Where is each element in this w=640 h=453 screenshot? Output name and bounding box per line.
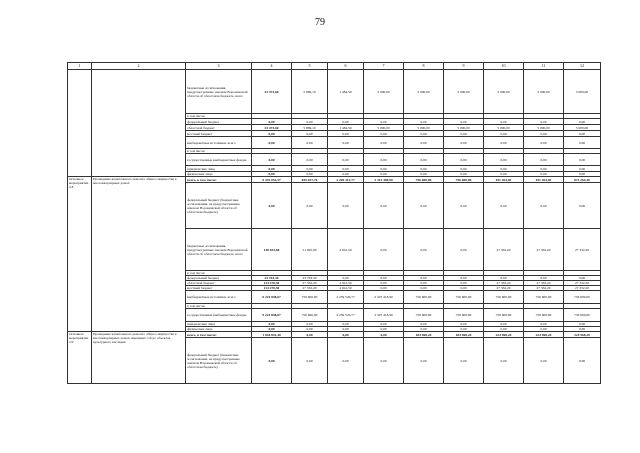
value-cell: 0,00 bbox=[484, 154, 524, 166]
value-cell: 5 000,00 bbox=[444, 70, 484, 114]
value-cell: 2 259 529,77 bbox=[328, 309, 364, 322]
column-header: 5 bbox=[292, 63, 328, 70]
source-label: федеральный бюджет (бюджетные ассигнования, не предусмотренные законом Воронежской области об областном бюджете) bbox=[186, 183, 252, 229]
value-cell: 1 484,50 bbox=[328, 125, 364, 131]
column-header: 11 bbox=[524, 63, 564, 70]
value-cell: 0,00 bbox=[364, 154, 404, 166]
value-cell: 9 224 848,67 bbox=[252, 309, 292, 322]
value-cell: 0,00 bbox=[404, 119, 444, 125]
value-cell: 2 269 412,77 bbox=[328, 177, 364, 183]
value-cell: 0,00 bbox=[252, 172, 292, 177]
column-header: 3 bbox=[186, 63, 252, 70]
value-cell: 138 033,60 bbox=[252, 229, 292, 271]
column-header: 8 bbox=[404, 63, 444, 70]
value-cell: 0,00 bbox=[484, 119, 524, 125]
measure-title: Проведение капитального ремонта общего имущества в многоквартирных домах bbox=[92, 177, 186, 332]
value-cell: 0,00 bbox=[484, 327, 524, 332]
source-label: местный бюджет bbox=[186, 131, 252, 137]
value-cell: 835 027,70 bbox=[292, 177, 328, 183]
value-cell: 27 332,20 bbox=[484, 281, 524, 286]
value-cell: 756 600,00 bbox=[404, 309, 444, 322]
value-cell: 5 000,00 bbox=[564, 125, 601, 131]
value-cell: 0,00 bbox=[484, 338, 524, 384]
value-cell: 0,00 bbox=[484, 166, 524, 172]
value-cell: 0,00 bbox=[328, 276, 364, 281]
value-cell: 0,00 bbox=[252, 119, 292, 125]
source-label: в том числе: bbox=[186, 114, 252, 119]
value-cell: 114 270,30 bbox=[252, 286, 292, 291]
header-row bbox=[68, 63, 601, 70]
value-cell: 0,00 bbox=[328, 172, 364, 177]
value-cell: 0,00 bbox=[292, 327, 328, 332]
value-cell: 0,00 bbox=[524, 327, 564, 332]
value-cell: 756 600,00 bbox=[484, 291, 524, 304]
column-header: 7 bbox=[364, 63, 404, 70]
value-cell: 0,00 bbox=[328, 131, 364, 137]
source-label: всего, в том числе: bbox=[186, 177, 252, 183]
value-cell: 0,00 bbox=[292, 131, 328, 137]
value-cell: 756 600,00 bbox=[404, 177, 444, 183]
value-cell: 0,00 bbox=[364, 119, 404, 125]
source-label: юридические лица bbox=[186, 166, 252, 172]
measure-name: Основное мероприятие 2.9 bbox=[68, 332, 92, 384]
source-label: областной бюджет bbox=[186, 125, 252, 131]
value-cell: 756 600,00 bbox=[484, 309, 524, 322]
value-cell: 756 600,00 bbox=[292, 291, 328, 304]
value-cell: 0,00 bbox=[292, 322, 328, 327]
value-cell: 0,00 bbox=[444, 286, 484, 291]
value-cell: 5 989,10 bbox=[292, 125, 328, 131]
value-cell: 27 332,20 bbox=[292, 281, 328, 286]
value-cell: 0,00 bbox=[404, 172, 444, 177]
value-cell: 0,00 bbox=[524, 137, 564, 149]
value-cell: 756 600,00 bbox=[444, 291, 484, 304]
value-cell: 0,00 bbox=[364, 327, 404, 332]
value-cell: 0,00 bbox=[364, 229, 404, 271]
value-cell: 0,00 bbox=[328, 166, 364, 172]
page-number: 79 bbox=[315, 17, 325, 28]
value-cell: 27 332,20 bbox=[484, 229, 524, 271]
value-cell: 184 968,20 bbox=[444, 332, 484, 338]
value-cell: 0,00 bbox=[364, 276, 404, 281]
value-cell: 0,00 bbox=[524, 183, 564, 229]
source-label: внебюджетные источники, всего bbox=[186, 137, 252, 149]
value-cell: 0,00 bbox=[328, 154, 364, 166]
column-header: 4 bbox=[252, 63, 292, 70]
value-cell: 0,00 bbox=[524, 166, 564, 172]
value-cell: 0,00 bbox=[252, 322, 292, 327]
source-label: внебюджетные источники, всего bbox=[186, 291, 252, 304]
value-cell: 51 095,90 bbox=[292, 229, 328, 271]
value-cell: 0,00 bbox=[444, 229, 484, 271]
value-cell: 0,00 bbox=[564, 166, 601, 172]
value-cell: 0,00 bbox=[292, 154, 328, 166]
value-cell: 0,00 bbox=[524, 131, 564, 137]
value-cell: 27 332,20 bbox=[524, 281, 564, 286]
value-cell: 114 270,30 bbox=[252, 281, 292, 286]
value-cell: 9 224 848,67 bbox=[252, 291, 292, 304]
column-header: 6 bbox=[328, 63, 364, 70]
source-label: федеральный бюджет (бюджетные ассигнования, не предусмотренные законом Воронежской области об областном бюджете) bbox=[186, 338, 252, 384]
source-label: государственные внебюджетные фонды bbox=[186, 309, 252, 322]
value-cell: 5 000,00 bbox=[404, 125, 444, 131]
value-cell: 5 000,00 bbox=[524, 125, 564, 131]
source-label: федеральный бюджет bbox=[186, 276, 252, 281]
budget-table bbox=[67, 62, 601, 384]
value-cell: 0,00 bbox=[252, 338, 292, 384]
value-cell: 0,00 bbox=[292, 338, 328, 384]
value-cell: 23 763,30 bbox=[292, 276, 328, 281]
value-cell: 811 264,40 bbox=[524, 177, 564, 183]
value-cell: 756 600,00 bbox=[292, 309, 328, 322]
value-cell: 0,00 bbox=[404, 327, 444, 332]
value-cell: 27 332,20 bbox=[292, 286, 328, 291]
value-cell: 0,00 bbox=[444, 322, 484, 327]
value-cell: 0,00 bbox=[444, 183, 484, 229]
value-cell: 0,00 bbox=[564, 276, 601, 281]
column-header: 1 bbox=[68, 63, 92, 70]
value-cell: 0,00 bbox=[252, 166, 292, 172]
value-cell: 0,00 bbox=[252, 154, 292, 166]
value-cell: 0,00 bbox=[404, 166, 444, 172]
value-cell: 9 476 052,57 bbox=[252, 177, 292, 183]
value-cell: 224 968,20 bbox=[524, 332, 564, 338]
source-label: в том числе: bbox=[186, 304, 252, 309]
value-cell: 0,00 bbox=[404, 131, 444, 137]
source-label: бюджетные ассигнования, предусмотренные законом Воронежской области об областном бюджете, всего bbox=[186, 70, 252, 114]
value-cell: 2 325 418,90 bbox=[364, 291, 404, 304]
value-cell: 2 325 418,90 bbox=[364, 309, 404, 322]
value-cell: 27 332,20 bbox=[484, 286, 524, 291]
value-cell: 0,00 bbox=[404, 154, 444, 166]
value-cell: 0,00 bbox=[292, 183, 328, 229]
value-cell: 0,00 bbox=[564, 322, 601, 327]
value-cell: 0,00 bbox=[564, 137, 601, 149]
value-cell: 5 989,10 bbox=[292, 70, 328, 114]
value-cell: 0,00 bbox=[404, 286, 444, 291]
value-cell: 0,00 bbox=[404, 281, 444, 286]
value-cell: 2 259 529,77 bbox=[328, 291, 364, 304]
value-cell: 0,00 bbox=[328, 183, 364, 229]
value-cell: 0,00 bbox=[564, 119, 601, 125]
source-label: в том числе: bbox=[186, 149, 252, 154]
value-cell: 5 000,00 bbox=[524, 70, 564, 114]
value-cell: 0,00 bbox=[564, 154, 601, 166]
value-cell: 0,00 bbox=[328, 137, 364, 149]
value-cell: 0,00 bbox=[364, 137, 404, 149]
value-cell: 5 000,00 bbox=[484, 125, 524, 131]
value-cell: 0,00 bbox=[404, 183, 444, 229]
value-cell: 0,00 bbox=[364, 338, 404, 384]
value-cell: 0,00 bbox=[292, 166, 328, 172]
value-cell: 5 000,00 bbox=[364, 70, 404, 114]
value-cell: 0,00 bbox=[404, 322, 444, 327]
value-cell: 0,00 bbox=[484, 172, 524, 177]
value-cell: 0,00 bbox=[364, 332, 404, 338]
value-cell: 0,00 bbox=[444, 327, 484, 332]
value-cell: 0,00 bbox=[444, 276, 484, 281]
value-cell: 4 941,50 bbox=[328, 281, 364, 286]
value-cell: 0,00 bbox=[364, 166, 404, 172]
value-cell: 0,00 bbox=[444, 281, 484, 286]
value-cell: 4 941,50 bbox=[328, 229, 364, 271]
source-label: федеральный бюджет bbox=[186, 119, 252, 125]
source-label: местный бюджет bbox=[186, 286, 252, 291]
value-cell: 5 000,00 bbox=[404, 70, 444, 114]
value-cell: 0,00 bbox=[484, 276, 524, 281]
value-cell: 0,00 bbox=[404, 229, 444, 271]
value-cell: 0,00 bbox=[564, 183, 601, 229]
measure-title: Проведение капитального ремонта общего имущества в многоквартирных домах, имеющих статус объектов культурного наследия bbox=[92, 332, 186, 384]
source-label: юридические лица bbox=[186, 322, 252, 327]
value-cell: 0,00 bbox=[484, 137, 524, 149]
value-cell: 0,00 bbox=[564, 131, 601, 137]
value-cell: 0,00 bbox=[524, 154, 564, 166]
value-cell: 0,00 bbox=[364, 281, 404, 286]
value-cell: 184 968,20 bbox=[404, 332, 444, 338]
value-cell: 0,00 bbox=[364, 172, 404, 177]
value-cell: 224 968,20 bbox=[564, 332, 601, 338]
value-cell: 0,00 bbox=[444, 172, 484, 177]
measure-title bbox=[92, 70, 186, 177]
value-cell: 1 044 841,40 bbox=[252, 332, 292, 338]
value-cell: 811 264,40 bbox=[564, 177, 601, 183]
column-header: 9 bbox=[444, 63, 484, 70]
value-cell: 224 968,20 bbox=[484, 332, 524, 338]
value-cell: 27 332,20 bbox=[564, 281, 601, 286]
value-cell: 0,00 bbox=[292, 172, 328, 177]
value-cell: 0,00 bbox=[564, 172, 601, 177]
value-cell: 0,00 bbox=[252, 327, 292, 332]
value-cell: 27 332,20 bbox=[564, 286, 601, 291]
measure-name: Основное мероприятие 2.8 bbox=[68, 177, 92, 332]
value-cell: 0,00 bbox=[292, 137, 328, 149]
value-cell: 0,00 bbox=[252, 131, 292, 137]
value-cell: 5 000,00 bbox=[364, 125, 404, 131]
value-cell: 0,00 bbox=[404, 338, 444, 384]
value-cell: 756 600,00 bbox=[564, 309, 601, 322]
value-cell: 33 473,60 bbox=[252, 125, 292, 131]
value-cell: 0,00 bbox=[292, 332, 328, 338]
source-label: областной бюджет bbox=[186, 281, 252, 286]
value-cell: 0,00 bbox=[364, 183, 404, 229]
value-cell: 0,00 bbox=[524, 172, 564, 177]
column-header: 10 bbox=[484, 63, 524, 70]
table-row bbox=[68, 70, 601, 114]
value-cell: 811 264,40 bbox=[484, 177, 524, 183]
value-cell: 756 600,00 bbox=[444, 309, 484, 322]
value-cell: 5 000,00 bbox=[484, 70, 524, 114]
value-cell: 0,00 bbox=[524, 338, 564, 384]
value-cell: 0,00 bbox=[404, 137, 444, 149]
value-cell: 4 941,50 bbox=[328, 286, 364, 291]
value-cell: 0,00 bbox=[564, 338, 601, 384]
value-cell: 756 600,00 bbox=[564, 291, 601, 304]
column-header: 12 bbox=[564, 63, 601, 70]
value-cell: 0,00 bbox=[484, 322, 524, 327]
value-cell: 0,00 bbox=[444, 154, 484, 166]
value-cell: 0,00 bbox=[328, 327, 364, 332]
value-cell: 756 600,00 bbox=[444, 177, 484, 183]
value-cell: 5 000,00 bbox=[564, 70, 601, 114]
value-cell: 0,00 bbox=[328, 332, 364, 338]
value-cell: 0,00 bbox=[524, 119, 564, 125]
value-cell: 0,00 bbox=[252, 183, 292, 229]
value-cell: 0,00 bbox=[364, 131, 404, 137]
source-label: государственные внебюджетные фонды bbox=[186, 154, 252, 166]
value-cell: 756 600,00 bbox=[524, 309, 564, 322]
source-label: физические лица bbox=[186, 172, 252, 177]
value-cell: 0,00 bbox=[364, 322, 404, 327]
value-cell: 0,00 bbox=[564, 327, 601, 332]
column-header: 2 bbox=[92, 63, 186, 70]
value-cell: 0,00 bbox=[404, 276, 444, 281]
value-cell: 1 484,50 bbox=[328, 70, 364, 114]
value-cell: 33 473,60 bbox=[252, 70, 292, 114]
value-cell: 0,00 bbox=[292, 119, 328, 125]
source-label: всего, в том числе: bbox=[186, 332, 252, 338]
source-label: в том числе: bbox=[186, 271, 252, 276]
value-cell: 0,00 bbox=[444, 338, 484, 384]
value-cell: 0,00 bbox=[524, 276, 564, 281]
source-label: физические лица bbox=[186, 327, 252, 332]
value-cell: 0,00 bbox=[484, 183, 524, 229]
value-cell: 0,00 bbox=[444, 137, 484, 149]
source-label: бюджетные ассигнования, предусмотренные законом Воронежской области об областном бюджете, всего bbox=[186, 229, 252, 271]
value-cell: 27 332,20 bbox=[524, 229, 564, 271]
value-cell: 0,00 bbox=[444, 131, 484, 137]
value-cell: 0,00 bbox=[328, 322, 364, 327]
value-cell: 756 600,00 bbox=[404, 291, 444, 304]
value-cell: 0,00 bbox=[444, 119, 484, 125]
value-cell: 5 000,00 bbox=[444, 125, 484, 131]
value-cell: 27 332,20 bbox=[564, 229, 601, 271]
value-cell: 0,00 bbox=[444, 166, 484, 172]
value-cell: 0,00 bbox=[252, 137, 292, 149]
value-cell: 0,00 bbox=[364, 286, 404, 291]
value-cell: 0,00 bbox=[484, 131, 524, 137]
value-cell: 0,00 bbox=[328, 338, 364, 384]
value-cell: 27 332,20 bbox=[524, 286, 564, 291]
value-cell: 0,00 bbox=[328, 119, 364, 125]
value-cell: 2 315 400,90 bbox=[364, 177, 404, 183]
value-cell: 0,00 bbox=[524, 322, 564, 327]
value-cell: 756 600,00 bbox=[524, 291, 564, 304]
value-cell: 23 763,30 bbox=[252, 276, 292, 281]
measure-name bbox=[68, 70, 92, 177]
